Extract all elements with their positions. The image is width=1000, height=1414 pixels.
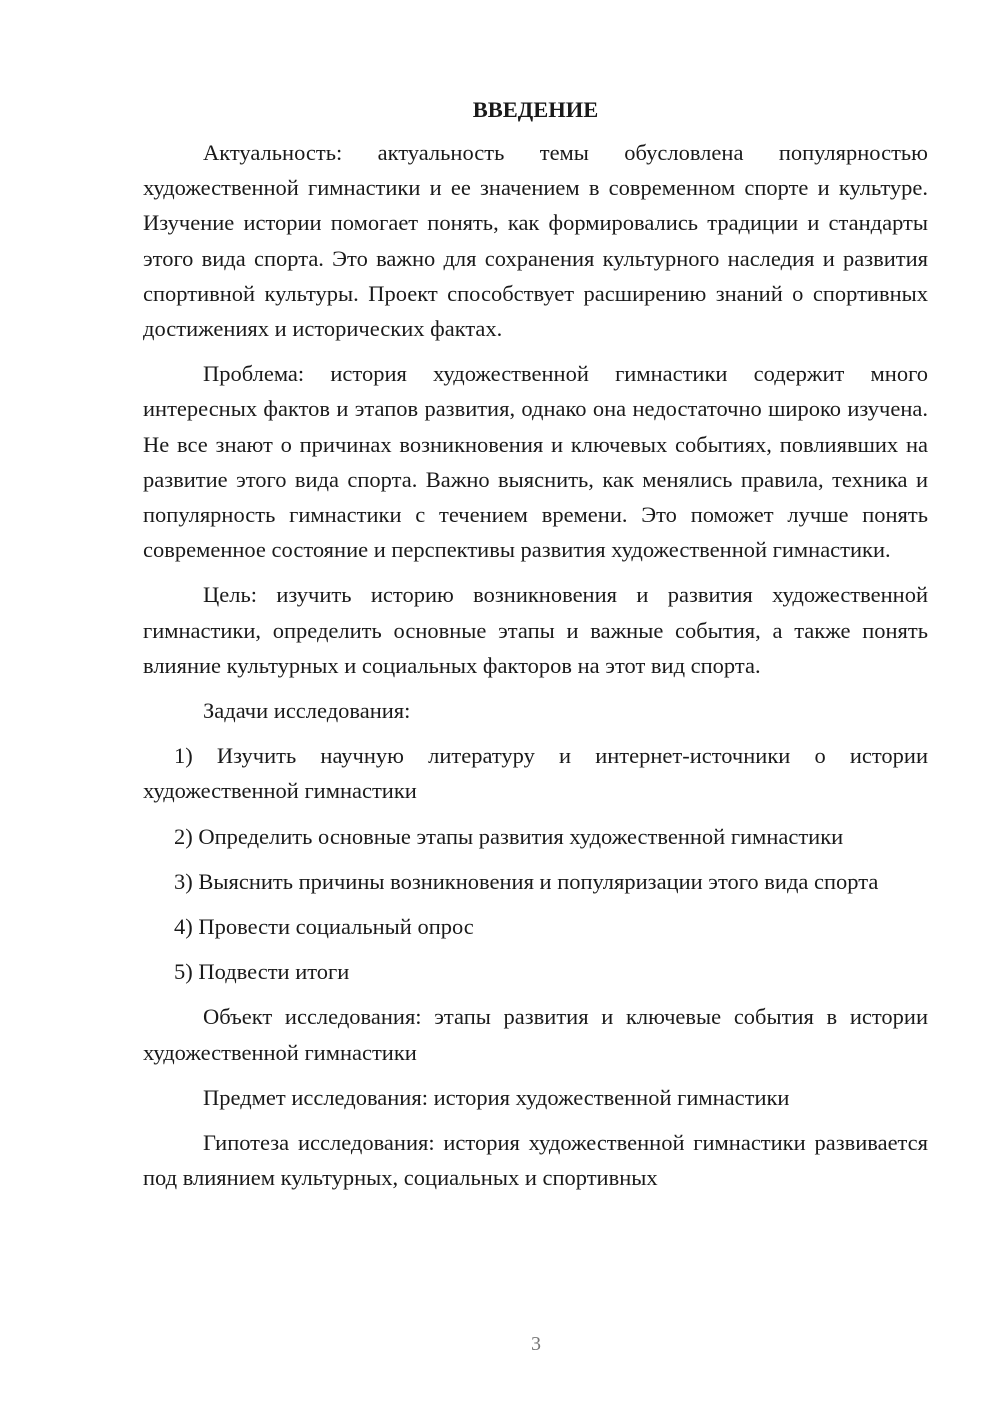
document-page <box>143 95 928 1205</box>
tasks-list <box>143 738 928 989</box>
list-item: 4) Провести социальный опрос <box>174 914 474 940</box>
hypothesis-paragraph: Гипотеза исследования: история художественной гимнастики развивается под влиянием культурных, социальных и спортивных <box>143 1130 928 1191</box>
object-paragraph: Объект исследования: этапы развития и ключевые события в истории художественной гимнастики <box>143 1004 928 1065</box>
list-item: 1) Изучить научную литературу и интернет-источники о истории художественной гимнастики <box>143 743 928 804</box>
section-title: ВВЕДЕНИЕ <box>472 97 599 122</box>
relevance-paragraph: Актуальность: актуальность темы обусловлена популярностью художественной гимнастики и ее значением в современном спорте и культуре. Изучение истории помогает понять, как формировались традиции и стандарты этого вида спорта. Это важно для сохранения культурного наследия и развития спортивной культуры. Проект способствует расширению знаний о спортивных достижениях и исторических фактах. <box>143 140 928 342</box>
subject-paragraph: Предмет исследования: история художественной гимнастики <box>203 1084 790 1110</box>
list-item: 2) Определить основные этапы развития художественной гимнастики <box>174 823 844 849</box>
list-item: 5) Подвести итоги <box>174 959 350 985</box>
goal-paragraph: Цель: изучить историю возникновения и развития художественной гимнастики, определить основные этапы и важные события, а также понять влияние культурных и социальных факторов на этот вид спорта. <box>143 582 928 678</box>
page-number: 3 <box>531 1333 541 1355</box>
tasks-heading: Задачи исследования: <box>203 698 411 724</box>
list-item: 3) Выяснить причины возникновения и популяризации этого вида спорта <box>174 868 879 894</box>
problem-paragraph: Проблема: история художественной гимнастики содержит много интересных фактов и этапов развития, однако она недостаточно широко изучена. Не все знают о причинах возникновения и ключевых событиях, повлиявших на развитие этого вида спорта. Важно выяснить, как менялись правила, техника и популярность гимнастики с течением времени. Это поможет лучше понять современное состояние и перспективы развития художественной гимнастики. <box>143 361 928 563</box>
